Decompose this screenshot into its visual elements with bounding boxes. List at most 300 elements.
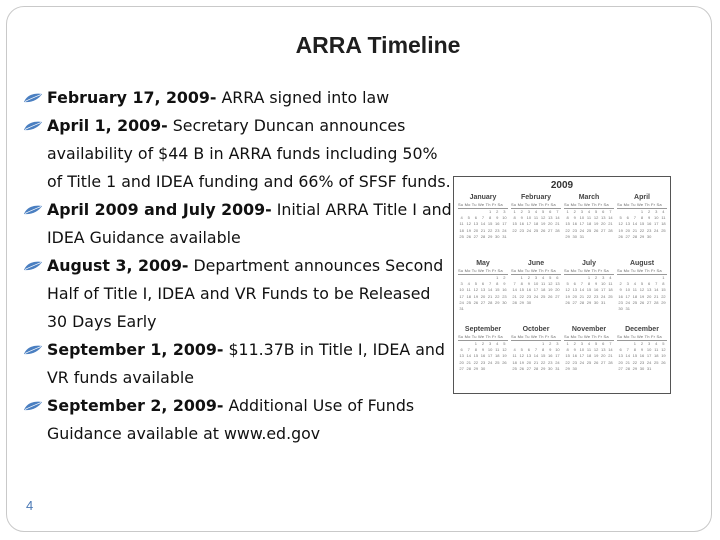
calendar-day: 26 bbox=[565, 299, 570, 305]
calendar-day: 24 bbox=[526, 227, 532, 233]
calendar-day: 5 bbox=[549, 275, 552, 280]
calendar-day: 17 bbox=[459, 293, 464, 299]
calendar-day: 12 bbox=[639, 287, 645, 293]
calendar-day: 4 bbox=[460, 215, 463, 221]
calendar-day: 3 bbox=[648, 341, 651, 346]
calendar-day: 19 bbox=[502, 353, 507, 359]
calendar-day: 26 bbox=[593, 227, 599, 233]
calendar-day: 24 bbox=[579, 359, 585, 365]
calendar-day: 22 bbox=[487, 227, 493, 233]
calendar-day: 2 bbox=[520, 209, 523, 214]
calendar-day: 5 bbox=[503, 341, 506, 346]
calendar-month bbox=[458, 259, 508, 313]
calendar-day: 2 bbox=[573, 209, 576, 214]
calendar-day: 15 bbox=[473, 353, 479, 359]
calendar-day: 21 bbox=[480, 227, 486, 233]
calendar-day: 25 bbox=[661, 227, 666, 233]
calendar-day: 5 bbox=[520, 347, 523, 353]
calendar-day: 14 bbox=[608, 215, 613, 221]
calendar-day: 4 bbox=[587, 209, 591, 214]
calendar-day: 2 bbox=[619, 281, 622, 287]
calendar-day: 30 bbox=[646, 233, 652, 239]
calendar-day: 10 bbox=[579, 347, 585, 353]
calendar-day: 24 bbox=[487, 359, 493, 365]
calendar-day: 27 bbox=[459, 365, 464, 371]
calendar-day: 18 bbox=[661, 221, 666, 227]
calendar-day: 19 bbox=[519, 359, 524, 365]
calendar-day: 18 bbox=[632, 293, 638, 299]
calendar-day: 30 bbox=[480, 365, 486, 371]
page-number: 4 bbox=[26, 498, 34, 513]
calendar-day: 9 bbox=[573, 347, 576, 353]
leaf-bullet-icon bbox=[22, 252, 44, 280]
calendar-day: 19 bbox=[593, 221, 599, 227]
calendar-weekday-header: Su Mo Tu We Th Fr Sa bbox=[564, 334, 614, 341]
calendar-day: 13 bbox=[572, 287, 577, 293]
calendar-day: 12 bbox=[519, 353, 524, 359]
calendar-day: 14 bbox=[487, 287, 493, 293]
calendar-day: 12 bbox=[593, 347, 599, 353]
calendar-day: 8 bbox=[633, 347, 636, 353]
leaf-bullet-icon bbox=[22, 392, 44, 420]
calendar-day: 15 bbox=[586, 287, 592, 293]
calendar-day-grid bbox=[617, 209, 667, 240]
calendar-day: 28 bbox=[466, 365, 471, 371]
calendar-day: 30 bbox=[572, 233, 577, 239]
calendar-month-name: October bbox=[522, 326, 550, 333]
calendar-day: 7 bbox=[609, 209, 612, 214]
bullet-text: $11.37B in Title I, IDEA and VR funds available bbox=[47, 340, 445, 387]
calendar-day: 25 bbox=[632, 299, 638, 305]
calendar-day: 29 bbox=[540, 365, 546, 371]
calendar-day: 20 bbox=[480, 293, 486, 299]
calendar-month bbox=[564, 259, 614, 313]
calendar-weekday-header: Su Mo Tu We Th Fr Sa bbox=[617, 334, 667, 341]
calendar-day: 3 bbox=[527, 209, 530, 214]
calendar-day: 7 bbox=[633, 215, 636, 221]
calendar-day: 4 bbox=[496, 341, 499, 346]
calendar-day: 5 bbox=[595, 209, 598, 214]
calendar-day: 31 bbox=[555, 365, 560, 371]
calendar-month-name: April bbox=[634, 194, 650, 201]
calendar-day: 25 bbox=[512, 365, 517, 371]
calendar-weekday-header: Su Mo Tu We Th Fr Sa bbox=[458, 334, 508, 341]
calendar-day: 23 bbox=[618, 299, 623, 305]
calendar-day: 9 bbox=[648, 215, 651, 221]
calendar-day: 3 bbox=[489, 341, 492, 346]
calendar-day: 28 bbox=[487, 299, 493, 305]
calendar-day: 11 bbox=[586, 347, 592, 353]
calendar-day: 6 bbox=[619, 347, 622, 353]
calendar-day: 21 bbox=[579, 293, 585, 299]
calendar-weekday-header: Su Mo Tu We Th Fr Sa bbox=[564, 268, 614, 275]
calendar-day: 10 bbox=[601, 281, 606, 287]
calendar-day: 4 bbox=[534, 209, 538, 214]
calendar-day: 5 bbox=[662, 341, 665, 346]
calendar-day: 20 bbox=[625, 227, 630, 233]
calendar-day: 20 bbox=[601, 353, 606, 359]
calendar-day: 31 bbox=[625, 306, 630, 312]
calendar-day: 2 bbox=[481, 341, 485, 346]
calendar-day: 5 bbox=[619, 215, 622, 221]
calendar-day: 15 bbox=[519, 287, 524, 293]
calendar-day: 25 bbox=[586, 227, 592, 233]
calendar-day: 7 bbox=[556, 209, 559, 214]
calendar-day: 14 bbox=[466, 353, 471, 359]
calendar-day: 26 bbox=[618, 233, 623, 239]
calendar-day: 10 bbox=[459, 287, 464, 293]
calendar-day: 5 bbox=[595, 341, 598, 346]
calendar-day: 2 bbox=[496, 209, 499, 214]
calendar-day: 24 bbox=[533, 293, 539, 299]
bullet-text: Department announces Second Half of Title I, IDEA and VR Funds to be Released 30 Days Early bbox=[47, 256, 444, 331]
calendar-day: 13 bbox=[480, 287, 486, 293]
calendar-day: 11 bbox=[654, 347, 659, 353]
calendar-day: 4 bbox=[467, 281, 470, 287]
calendar-day: 20 bbox=[473, 227, 479, 233]
calendar-day: 7 bbox=[534, 347, 538, 353]
calendar-day: 5 bbox=[566, 281, 569, 287]
calendar-day: 28 bbox=[480, 233, 486, 239]
calendar-day: 17 bbox=[555, 353, 560, 359]
calendar-day: 8 bbox=[474, 347, 477, 353]
calendar-day: 6 bbox=[556, 275, 559, 280]
calendar-month-name: January bbox=[469, 194, 497, 201]
calendar-month-name: March bbox=[578, 194, 600, 201]
calendar-day: 25 bbox=[540, 293, 546, 299]
calendar-day: 24 bbox=[654, 227, 659, 233]
calendar-day: 3 bbox=[580, 209, 583, 214]
calendar-day: 20 bbox=[618, 359, 623, 365]
calendar-day: 6 bbox=[602, 209, 605, 214]
calendar-day: 17 bbox=[579, 221, 585, 227]
calendar-day: 25 bbox=[459, 233, 464, 239]
calendar-day: 2 bbox=[573, 341, 576, 346]
calendar-day: 2 bbox=[549, 341, 552, 346]
calendar-day: 19 bbox=[540, 221, 546, 227]
calendar-day: 30 bbox=[526, 299, 532, 305]
calendar-day: 31 bbox=[459, 306, 464, 312]
calendar-day: 19 bbox=[618, 227, 623, 233]
calendar-day: 8 bbox=[513, 215, 516, 221]
calendar-day: 24 bbox=[579, 227, 585, 233]
calendar-day-grid bbox=[564, 275, 614, 306]
calendar-day: 23 bbox=[526, 293, 532, 299]
calendar-day: 31 bbox=[579, 233, 585, 239]
calendar-day: 12 bbox=[502, 347, 507, 353]
calendar-day: 12 bbox=[540, 215, 546, 221]
calendar-day: 19 bbox=[466, 227, 471, 233]
calendar-day: 17 bbox=[487, 353, 493, 359]
calendar-day: 15 bbox=[661, 287, 666, 293]
calendar-day: 11 bbox=[661, 215, 666, 221]
calendar-day-grid bbox=[458, 209, 508, 240]
bullet-date: September 2, 2009- bbox=[47, 396, 224, 415]
calendar-day: 26 bbox=[502, 359, 507, 365]
calendar-day: 8 bbox=[587, 281, 591, 287]
calendar-day: 18 bbox=[608, 287, 613, 293]
calendar-day: 14 bbox=[533, 353, 539, 359]
calendar-day: 7 bbox=[489, 281, 492, 287]
calendar-day: 13 bbox=[625, 221, 630, 227]
calendar-day: 24 bbox=[646, 359, 652, 365]
calendar-weekday-header: Su Mo Tu We Th Fr Sa bbox=[458, 202, 508, 209]
bullet-item bbox=[22, 112, 452, 196]
calendar-day: 17 bbox=[533, 287, 539, 293]
bullet-item bbox=[22, 196, 452, 252]
calendar-day: 9 bbox=[503, 281, 506, 287]
calendar-day: 18 bbox=[466, 293, 471, 299]
calendar-day: 11 bbox=[608, 281, 613, 287]
calendar-day: 30 bbox=[495, 233, 500, 239]
calendar-month-name: May bbox=[476, 260, 490, 267]
calendar-day: 6 bbox=[626, 215, 629, 221]
calendar-day: 6 bbox=[648, 281, 651, 287]
calendar-day: 30 bbox=[548, 365, 553, 371]
calendar-day: 28 bbox=[654, 299, 659, 305]
calendar-day: 30 bbox=[618, 306, 623, 312]
calendar-day: 4 bbox=[587, 341, 591, 346]
calendar-day: 17 bbox=[625, 293, 630, 299]
calendar-day: 18 bbox=[540, 287, 546, 293]
calendar-day: 21 bbox=[512, 293, 517, 299]
calendar-day: 1 bbox=[566, 209, 569, 214]
leaf-bullet-icon bbox=[22, 196, 44, 224]
calendar-day: 10 bbox=[502, 215, 507, 221]
calendar-day: 28 bbox=[555, 227, 560, 233]
calendar-day: 2 bbox=[648, 209, 651, 214]
calendar-month bbox=[511, 193, 561, 247]
calendar-day: 27 bbox=[601, 359, 606, 365]
calendar-day: 30 bbox=[572, 365, 577, 371]
calendar-day: 6 bbox=[573, 281, 576, 287]
calendar-day: 6 bbox=[460, 347, 463, 353]
calendar-month bbox=[511, 325, 561, 379]
calendar-day: 8 bbox=[542, 347, 545, 353]
calendar-day: 19 bbox=[548, 287, 553, 293]
calendar-month bbox=[458, 325, 508, 379]
calendar-day: 14 bbox=[555, 215, 560, 221]
calendar-month bbox=[511, 259, 561, 313]
calendar-day: 17 bbox=[654, 221, 659, 227]
calendar-day: 23 bbox=[593, 293, 599, 299]
calendar-day: 6 bbox=[527, 347, 530, 353]
calendar-day: 6 bbox=[602, 341, 605, 346]
calendar-day: 19 bbox=[661, 353, 666, 359]
calendar-day: 22 bbox=[586, 293, 592, 299]
calendar-2009-image bbox=[453, 176, 671, 394]
calendar-day: 9 bbox=[496, 215, 499, 221]
calendar-month bbox=[617, 193, 667, 247]
calendar-day: 1 bbox=[640, 209, 644, 214]
calendar-day: 8 bbox=[489, 215, 492, 221]
calendar-day: 20 bbox=[555, 287, 560, 293]
calendar-day: 21 bbox=[487, 293, 493, 299]
calendar-day: 28 bbox=[608, 359, 613, 365]
calendar-day: 31 bbox=[601, 299, 606, 305]
calendar-day: 8 bbox=[566, 347, 569, 353]
calendar-day: 12 bbox=[618, 221, 623, 227]
calendar-day: 18 bbox=[495, 353, 500, 359]
calendar-day: 4 bbox=[655, 341, 658, 346]
bullet-item bbox=[22, 252, 452, 336]
calendar-day: 8 bbox=[566, 215, 569, 221]
calendar-day: 23 bbox=[639, 359, 645, 365]
calendar-day: 10 bbox=[579, 215, 585, 221]
calendar-day: 19 bbox=[639, 293, 645, 299]
calendar-day: 5 bbox=[542, 209, 545, 214]
calendar-day: 13 bbox=[618, 353, 623, 359]
calendar-day: 13 bbox=[601, 215, 606, 221]
calendar-day: 20 bbox=[459, 359, 464, 365]
calendar-day: 8 bbox=[640, 215, 644, 221]
calendar-day: 15 bbox=[512, 221, 517, 227]
calendar-day: 21 bbox=[608, 353, 613, 359]
calendar-day: 7 bbox=[513, 281, 516, 287]
calendar-day: 9 bbox=[595, 281, 598, 287]
calendar-day: 6 bbox=[549, 209, 552, 214]
calendar-day: 26 bbox=[639, 299, 645, 305]
calendar-day: 28 bbox=[533, 365, 539, 371]
calendar-day: 3 bbox=[655, 209, 658, 214]
calendar-day: 9 bbox=[573, 215, 576, 221]
calendar-day: 16 bbox=[502, 287, 507, 293]
calendar-day: 18 bbox=[654, 353, 659, 359]
calendar-day: 21 bbox=[608, 221, 613, 227]
calendar-day: 25 bbox=[586, 359, 592, 365]
calendar-day: 30 bbox=[593, 299, 599, 305]
calendar-day: 7 bbox=[467, 347, 470, 353]
calendar-day: 23 bbox=[572, 359, 577, 365]
calendar-day: 29 bbox=[632, 365, 638, 371]
calendar-day: 17 bbox=[526, 221, 532, 227]
calendar-day: 26 bbox=[661, 359, 666, 365]
calendar-day: 16 bbox=[646, 221, 652, 227]
calendar-day: 16 bbox=[639, 353, 645, 359]
calendar-day: 25 bbox=[654, 359, 659, 365]
calendar-day: 4 bbox=[513, 347, 516, 353]
calendar-day: 15 bbox=[632, 353, 638, 359]
calendar-day: 4 bbox=[633, 281, 636, 287]
calendar-day: 23 bbox=[548, 359, 553, 365]
calendar-month-name: July bbox=[581, 260, 596, 267]
calendar-day: 30 bbox=[502, 299, 507, 305]
calendar-day: 20 bbox=[548, 221, 553, 227]
bullet-text: Initial ARRA Title I and IDEA Guidance available bbox=[47, 200, 452, 247]
calendar-day: 4 bbox=[542, 275, 545, 280]
calendar-day: 19 bbox=[565, 293, 570, 299]
calendar-weekday-header: Su Mo Tu We Th Fr Sa bbox=[617, 268, 667, 275]
calendar-day: 13 bbox=[526, 353, 532, 359]
calendar-day: 26 bbox=[548, 293, 553, 299]
calendar-day: 6 bbox=[481, 281, 485, 287]
calendar-day: 15 bbox=[565, 221, 570, 227]
calendar-day: 23 bbox=[572, 227, 577, 233]
calendar-day: 24 bbox=[555, 359, 560, 365]
calendar-day: 16 bbox=[480, 353, 486, 359]
calendar-day: 26 bbox=[519, 365, 524, 371]
calendar-day: 7 bbox=[626, 347, 629, 353]
calendar-day: 26 bbox=[540, 227, 546, 233]
calendar-day: 29 bbox=[565, 233, 570, 239]
calendar-day: 24 bbox=[625, 299, 630, 305]
calendar-day: 30 bbox=[639, 365, 645, 371]
calendar-day: 22 bbox=[565, 359, 570, 365]
calendar-day-grid bbox=[564, 341, 614, 372]
calendar-day: 22 bbox=[540, 359, 546, 365]
calendar-day-grid bbox=[511, 275, 561, 306]
calendar-day: 19 bbox=[593, 353, 599, 359]
calendar-month-name: November bbox=[571, 326, 607, 333]
calendar-day: 12 bbox=[565, 287, 570, 293]
bullet-text: Secretary Duncan announces availability of $44 B in ARRA funds including 50% of Title 1 and IDEA funding and 66% of SFSF funds. bbox=[47, 116, 451, 191]
calendar-day: 22 bbox=[661, 293, 666, 299]
calendar-month-name: June bbox=[527, 260, 545, 267]
calendar-day: 15 bbox=[639, 221, 645, 227]
calendar-day: 13 bbox=[548, 215, 553, 221]
bullet-item bbox=[22, 392, 452, 448]
calendar-day: 3 bbox=[580, 341, 583, 346]
bullet-text: ARRA signed into law bbox=[216, 88, 390, 107]
calendar-day: 10 bbox=[487, 347, 493, 353]
calendar-day: 10 bbox=[533, 281, 539, 287]
calendar-day: 3 bbox=[534, 275, 538, 280]
calendar-day: 27 bbox=[480, 299, 486, 305]
calendar-day: 11 bbox=[541, 281, 546, 287]
calendar-day: 3 bbox=[556, 341, 559, 346]
calendar-day: 23 bbox=[502, 293, 507, 299]
calendar-day: 13 bbox=[646, 287, 652, 293]
calendar-day: 3 bbox=[460, 281, 463, 287]
calendar-day-grid bbox=[511, 341, 561, 372]
calendar-day: 31 bbox=[646, 365, 652, 371]
calendar-day: 3 bbox=[503, 209, 506, 214]
calendar-day: 27 bbox=[601, 227, 606, 233]
bullet-item bbox=[22, 84, 452, 112]
calendar-day: 16 bbox=[495, 221, 500, 227]
calendar-day: 17 bbox=[646, 353, 652, 359]
calendar-day: 12 bbox=[593, 215, 599, 221]
calendar-day: 6 bbox=[474, 215, 477, 221]
calendar-month bbox=[564, 193, 614, 247]
calendar-month bbox=[564, 325, 614, 379]
calendar-day: 21 bbox=[625, 359, 630, 365]
calendar-day: 1 bbox=[496, 275, 499, 280]
calendar-day: 20 bbox=[601, 221, 606, 227]
calendar-day: 18 bbox=[586, 221, 592, 227]
calendar-day: 2 bbox=[503, 275, 506, 280]
calendar-day: 4 bbox=[609, 275, 612, 280]
calendar-day: 9 bbox=[640, 347, 644, 353]
leaf-bullet-icon bbox=[22, 336, 44, 364]
calendar-day: 26 bbox=[473, 299, 479, 305]
calendar-day: 22 bbox=[519, 293, 524, 299]
calendar-day: 11 bbox=[586, 215, 592, 221]
calendar-day: 9 bbox=[481, 347, 485, 353]
calendar-day: 17 bbox=[579, 353, 585, 359]
calendar-day: 26 bbox=[466, 233, 471, 239]
calendar-day: 20 bbox=[646, 293, 652, 299]
calendar-day: 14 bbox=[625, 353, 630, 359]
calendar-day: 1 bbox=[662, 275, 665, 280]
calendar-day: 12 bbox=[661, 347, 666, 353]
calendar-month bbox=[617, 325, 667, 379]
calendar-day: 27 bbox=[526, 365, 532, 371]
calendar-day: 13 bbox=[473, 221, 479, 227]
calendar-day: 14 bbox=[654, 287, 659, 293]
calendar-day: 9 bbox=[549, 347, 552, 353]
calendar-month-name: August bbox=[629, 260, 655, 267]
